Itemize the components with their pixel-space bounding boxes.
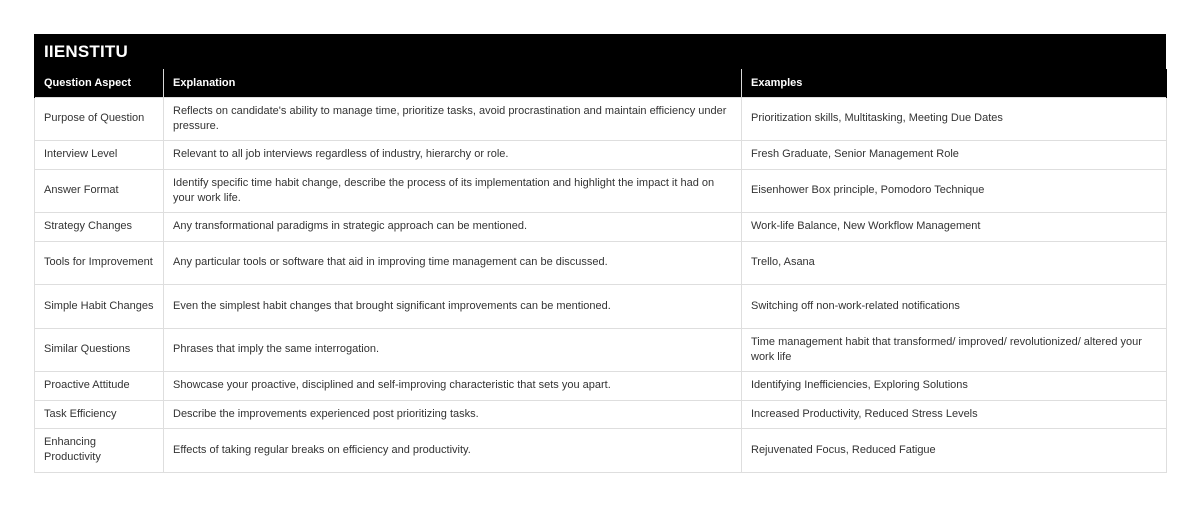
- explanation-cell: Reflects on candidate's ability to manage time, prioritize tasks, avoid procrastination and maintain efficiency under pressure.: [164, 97, 742, 141]
- examples-cell: Increased Productivity, Reduced Stress Levels: [742, 400, 1167, 429]
- brand-title: IIENSTITU: [44, 41, 128, 61]
- table-row: [35, 285, 1167, 329]
- aspect-cell: Strategy Changes: [35, 213, 164, 242]
- column-header-explanation: Explanation: [164, 69, 742, 97]
- examples-cell: Time management habit that transformed/ improved/ revolutionized/ altered your work life: [742, 328, 1167, 372]
- examples-cell: Fresh Graduate, Senior Management Role: [742, 141, 1167, 170]
- aspect-cell: Purpose of Question: [35, 97, 164, 141]
- explanation-cell: Phrases that imply the same interrogation.: [164, 328, 742, 372]
- aspect-cell: Proactive Attitude: [35, 372, 164, 401]
- explanation-cell: Relevant to all job interviews regardless of industry, hierarchy or role.: [164, 141, 742, 170]
- aspect-cell: Similar Questions: [35, 328, 164, 372]
- explanation-cell: Showcase your proactive, disciplined and self-improving characteristic that sets you apart.: [164, 372, 742, 401]
- header-row: [35, 69, 1167, 97]
- explanation-cell: Any transformational paradigms in strategic approach can be mentioned.: [164, 213, 742, 242]
- table-row: [35, 213, 1167, 242]
- table-row: [35, 328, 1167, 372]
- aspect-cell: Tools for Improvement: [35, 241, 164, 285]
- column-header-examples: Examples: [742, 69, 1167, 97]
- aspect-cell: Answer Format: [35, 169, 164, 213]
- examples-cell: Switching off non-work-related notifications: [742, 285, 1167, 329]
- table-row: [35, 241, 1167, 285]
- table-row: [35, 400, 1167, 429]
- examples-cell: Trello, Asana: [742, 241, 1167, 285]
- table-row: [35, 429, 1167, 473]
- aspect-cell: Interview Level: [35, 141, 164, 170]
- table-row: [35, 97, 1167, 141]
- examples-cell: Work-life Balance, New Workflow Management: [742, 213, 1167, 242]
- examples-cell: Rejuvenated Focus, Reduced Fatigue: [742, 429, 1167, 473]
- examples-cell: Prioritization skills, Multitasking, Meeting Due Dates: [742, 97, 1167, 141]
- examples-cell: Eisenhower Box principle, Pomodoro Technique: [742, 169, 1167, 213]
- aspect-cell: Enhancing Productivity: [35, 429, 164, 473]
- explanation-cell: Even the simplest habit changes that brought significant improvements can be mentioned.: [164, 285, 742, 329]
- explanation-cell: Describe the improvements experienced post prioritizing tasks.: [164, 400, 742, 429]
- explanation-cell: Identify specific time habit change, describe the process of its implementation and highlight the impact it had on your work life.: [164, 169, 742, 213]
- table-row: [35, 141, 1167, 170]
- data-table: [34, 69, 1167, 473]
- aspect-cell: Task Efficiency: [35, 400, 164, 429]
- explanation-cell: Any particular tools or software that aid in improving time management can be discussed.: [164, 241, 742, 285]
- explanation-cell: Effects of taking regular breaks on efficiency and productivity.: [164, 429, 742, 473]
- table-container: [34, 34, 1166, 473]
- column-header-question-aspect: Question Aspect: [35, 69, 164, 97]
- table-row: [35, 372, 1167, 401]
- table-row: [35, 169, 1167, 213]
- aspect-cell: Simple Habit Changes: [35, 285, 164, 329]
- brand-header: [34, 34, 1166, 69]
- examples-cell: Identifying Inefficiencies, Exploring Solutions: [742, 372, 1167, 401]
